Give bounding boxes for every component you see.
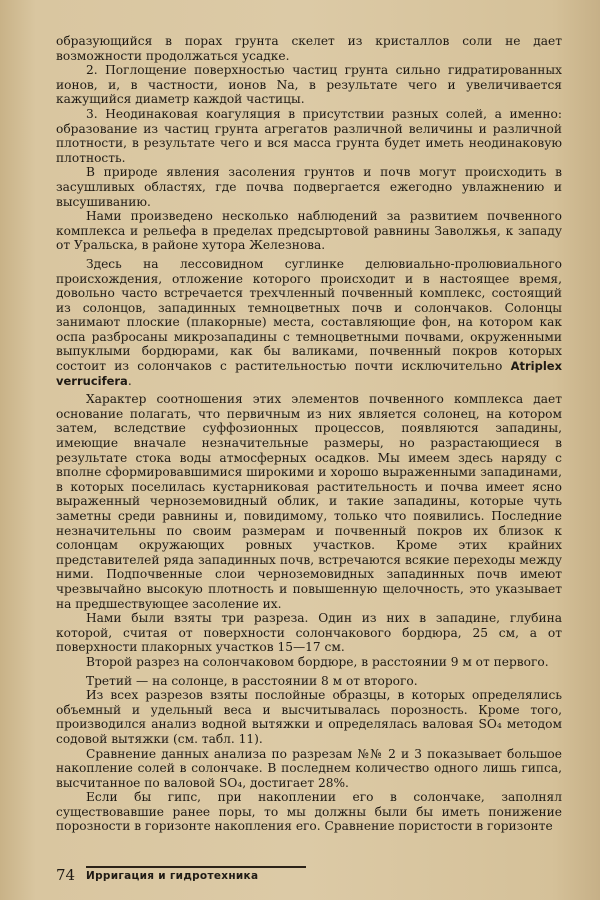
body-text xyxy=(56,34,562,834)
paragraph xyxy=(56,611,562,655)
paragraph-text: Третий — на солонце, в расстоянии 8 м от второго. xyxy=(86,673,418,688)
footer-rule xyxy=(86,866,306,868)
paragraph xyxy=(56,63,562,107)
paragraph xyxy=(56,34,562,63)
paragraph-text: Из всех разрезов взяты послойные образцы, в которых определялись объемный и удельный веса и высчитывалась порозность. Кроме того, производился анализ водной вытяжки и определялась валовая SO₄ методом содовой вытяжки (см. табл. 11). xyxy=(56,688,562,746)
paragraph-text: Второй разрез на солончаковом бордюре, в расстоянии 9 м от первого. xyxy=(86,654,549,669)
paragraph xyxy=(56,107,562,165)
journal-title: Ирригация и гидротехника xyxy=(86,870,259,882)
page-number: 74 xyxy=(56,866,76,884)
paragraph xyxy=(56,790,562,834)
paragraph-text: Сравнение данных анализа по разрезам №№ 2 и 3 показывает большое накопление солей в солончаке. В последнем количество одного лишь гипса, высчитанное по валовой SO₄, достигает 28%. xyxy=(56,746,562,790)
paragraph xyxy=(56,209,562,253)
paragraph xyxy=(56,257,562,388)
paragraph-text: Если бы гипс, при накоплении его в солончаке, заполнял существовавшие ранее поры, то мы должны были бы иметь понижение порозности в горизонте накопления его. Сравнение пористости в горизонте xyxy=(56,790,562,834)
paragraph xyxy=(56,392,562,611)
paragraph xyxy=(56,747,562,791)
paragraph-text: Здесь на лессовидном суглинке делювиально-пролювиального происхождения, отложение которого происходит и в настоящее время, довольно часто встречается трехчленный почвенный комплекс, состоящий из солонцов, западинных темноцветных почв и солончаков. Солонцы занимают плоские (плакорные) места, составляющие фон, на котором как оспа разбросаны микрозападины с темноцветными почвами, окруженными выпуклыми бордюрами, как бы валиками, почвенный покров которых состоит из солончаков с растительностью почти исключительно xyxy=(56,256,562,374)
paragraph-text: 2. Поглощение поверхностью частиц грунта сильно гидратированных ионов, и, в частности, ионов Na, в результате чего и увеличивается кажущийся диаметр каждой частицы. xyxy=(56,63,562,107)
species-name: Atriplex verrucifera xyxy=(56,359,563,388)
paragraph xyxy=(56,165,562,209)
paragraph xyxy=(56,674,562,689)
paragraph-text: 3. Неодинаковая коагуляция в присутствии разных солей, а именно: образование из частиц грунта агрегатов различной величины и различной плотности, в результате чего и вся масса грунта будет иметь неодинаковую плотность. xyxy=(56,106,562,165)
paragraph-text: образующийся в порах грунта скелет из кристаллов соли не дает возможности продолжаться усадке. xyxy=(56,34,562,63)
page-footer xyxy=(56,866,562,890)
paragraph-text: Характер соотношения этих элементов почвенного комплекса дает основание полагать, что первичным из них является солонец, на котором затем, вследствие суффозионных процессов, появляются западины, имеющие вначале незначительные размеры, но разрастающиеся в результате стока воды атмосферных осадков. Мы имеем здесь наряду с вполне сформировавшимися широкими и хорошо выраженными западинами, в которых поселилась кустарниковая растительность и почва имеет ясно выраженный черноземовидный облик, и такие западины, которые чуть заметны среди равнины и, повидимому, только что появились. Последние незначительны по своим размерам и почвенный покров их близок к солонцам окружающих ровных участков. Кроме этих крайних представителей ряда западинных почв, встречаются всякие переходы между ними. Подпочвенные слои черноземовидных западинных почв имеют чрезвычайно высокую плотность и повышенную щелочность, это указывает на предшествующее засоление их. xyxy=(56,392,562,611)
paragraph-text: В природе явления засоления грунтов и почв могут происходить в засушливых областях, где почва подвергается ежегодно увлажнению и высушиванию. xyxy=(56,165,562,209)
paragraph-text: Нами были взяты три разреза. Один из них в западине, глубина которой, считая от поверхности солончакового бордюра, 25 см, а от поверхности плакорных участков 15—17 см. xyxy=(56,611,562,655)
paragraph-text: Нами произведено несколько наблюдений за развитием почвенного комплекса и рельефа в пределах предсыртовой равнины Заволжья, к западу от Уральска, в районе хутора Железнова. xyxy=(56,209,562,253)
paragraph xyxy=(56,688,562,746)
paragraph-tail: . xyxy=(127,373,132,388)
paragraph xyxy=(56,655,562,670)
